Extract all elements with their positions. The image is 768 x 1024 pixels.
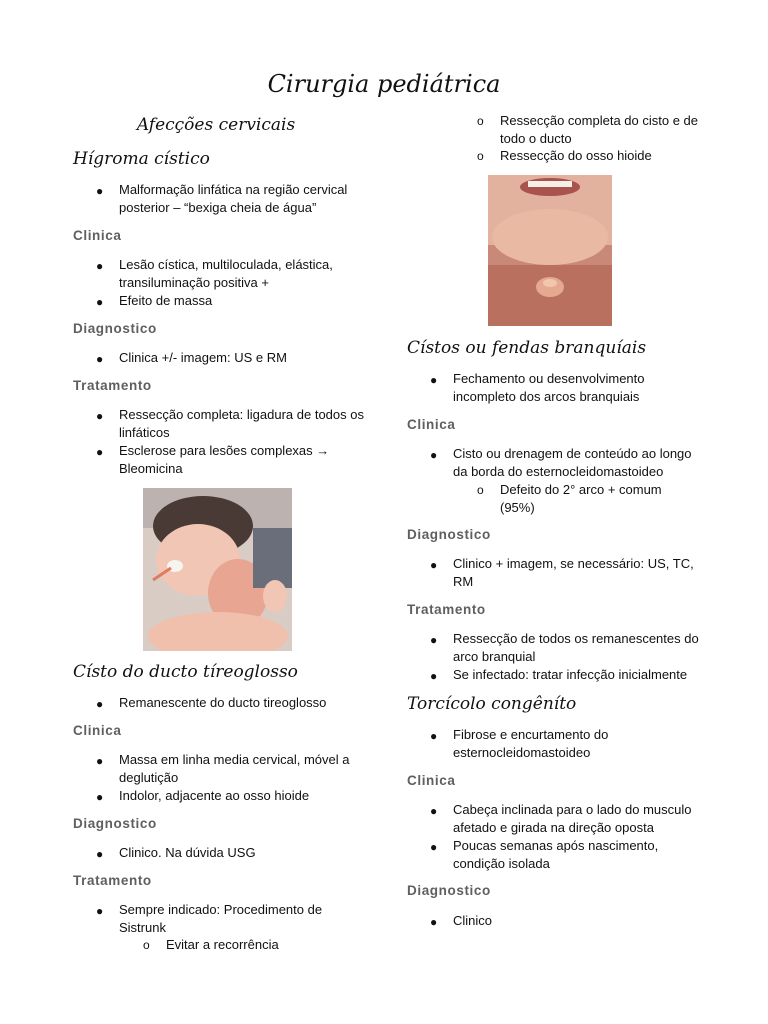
bullet-dot-icon: ●: [430, 804, 438, 818]
tireoglosso-intro: Remanescente do ducto tireoglosso: [119, 695, 327, 710]
bullet-dot-icon: ●: [430, 915, 438, 929]
tireoglosso-clinica-item: Massa em linha media cervical, móvel a deglutição: [119, 752, 350, 785]
torcicolo-diagnostico-label: Diagnostico: [407, 883, 491, 898]
tireoglosso-clinica-item: Indolor, adjacente ao osso hioide: [119, 788, 310, 803]
branquiais-clinica-item: Cisto ou drenagem de conteúdo ao longo da borda do esternocleidomastoideo: [453, 446, 692, 479]
circle-bullet-icon: o: [477, 114, 484, 128]
bullet-dot-icon: ●: [96, 754, 104, 768]
tireoglosso-tratamento-label: Tratamento: [73, 873, 152, 888]
higroma-intro: Malformação linfática na região cervical posterior – “bexiga cheia de água”: [119, 182, 348, 215]
torcicolo-clinica-item: Poucas semanas após nascimento, condição isolada: [453, 838, 659, 871]
higroma-clinica-item: Lesão cística, multiloculada, elástica, transiluminação positiva +: [119, 257, 333, 290]
bullet-dot-icon: ●: [96, 445, 104, 459]
bullet-dot-icon: ●: [96, 790, 104, 804]
higroma-heading: Hígroma cístico: [73, 149, 210, 169]
tireoglosso-clinica-label: Clinica: [73, 723, 122, 738]
bullet-dot-icon: ●: [96, 184, 104, 198]
bullet-dot-icon: ●: [430, 448, 438, 462]
tireoglosso-tratamento-subitem: Evitar a recorrência: [166, 937, 279, 952]
torcicolo-clinica-label: Clinica: [407, 773, 456, 788]
branquiais-tratamento-item: Ressecção de todos os remanescentes do arco branquial: [453, 631, 699, 664]
bullet-dot-icon: ●: [430, 633, 438, 647]
tireoglosso-diagnostico-item: Clinico. Na dúvida USG: [119, 845, 256, 860]
branquiais-diagnostico-item: Clinico + imagem, se necessário: US, TC, RM: [453, 556, 694, 589]
tireoglosso-diagnostico-label: Diagnostico: [73, 816, 157, 831]
branquiais-intro: Fechamento ou desenvolvimento incompleto dos arcos branquiais: [453, 371, 645, 404]
bullet-dot-icon: ●: [430, 729, 438, 743]
tireoglosso-tratamento-item: Sempre indicado: Procedimento de Sistrunk: [119, 902, 323, 935]
torcicolo-diagnostico-item: Clinico: [453, 913, 493, 928]
bullet-dot-icon: ●: [96, 409, 104, 423]
bullet-dot-icon: ●: [430, 558, 438, 572]
branquiais-tratamento-item: Se infectado: tratar infecção inicialmente: [453, 667, 688, 682]
bullet-dot-icon: ●: [96, 295, 104, 309]
tireoglosso-heading: Císto do ducto tíreoglosso: [73, 662, 298, 682]
circle-bullet-icon: o: [477, 149, 484, 163]
bullet-dot-icon: ●: [96, 847, 104, 861]
infant-image: [143, 488, 292, 651]
branquiais-tratamento-label: Tratamento: [407, 602, 486, 617]
section-title: Afecções cervicais: [136, 115, 296, 135]
hygroma-photo: [143, 488, 292, 651]
branquiais-clinica-label: Clinica: [407, 417, 456, 432]
torcicolo-clinica-item: Cabeça inclinada para o lado do musculo afetado e girada na direção oposta: [453, 802, 692, 835]
page-title: Cirurgia pediátrica: [267, 70, 501, 98]
bullet-dot-icon: ●: [96, 697, 104, 711]
bullet-dot-icon: ●: [430, 840, 438, 854]
bullet-dot-icon: ●: [96, 352, 104, 366]
tireoglosso-continued-subitem: Ressecção do osso hioide: [500, 148, 652, 163]
torcicolo-intro: Fibrose e encurtamento do esternocleidomastoideo: [453, 727, 609, 760]
bullet-dot-icon: ●: [430, 373, 438, 387]
thyroglossal-cyst-photo: [488, 175, 612, 326]
bullet-dot-icon: ●: [96, 904, 104, 918]
torcicolo-heading: Torcícolo congêníto: [407, 694, 577, 714]
branquiais-clinica-subitem: Defeito do 2° arco + comum (95%): [500, 482, 662, 515]
branquiais-heading: Cístos ou fendas branquíais: [407, 338, 647, 358]
higroma-clinica-label: Clinica: [73, 228, 122, 243]
branquiais-diagnostico-label: Diagnostico: [407, 527, 491, 542]
circle-bullet-icon: o: [477, 483, 484, 497]
higroma-tratamento-item: Esclerose para lesões complexas → Bleomicina: [119, 443, 330, 476]
higroma-diagnostico-item: Clinica +/- imagem: US e RM: [119, 350, 287, 365]
tireoglosso-continued-subitem: Ressecção completa do cisto e de todo o ducto: [500, 113, 698, 146]
higroma-tratamento-item: Ressecção completa: ligadura de todos os linfáticos: [119, 407, 364, 440]
circle-bullet-icon: o: [143, 938, 150, 952]
higroma-diagnostico-label: Diagnostico: [73, 321, 157, 336]
bullet-dot-icon: ●: [96, 259, 104, 273]
neck-image: [488, 175, 612, 326]
bullet-dot-icon: ●: [430, 669, 438, 683]
higroma-clinica-item: Efeito de massa: [119, 293, 213, 308]
higroma-tratamento-label: Tratamento: [73, 378, 152, 393]
